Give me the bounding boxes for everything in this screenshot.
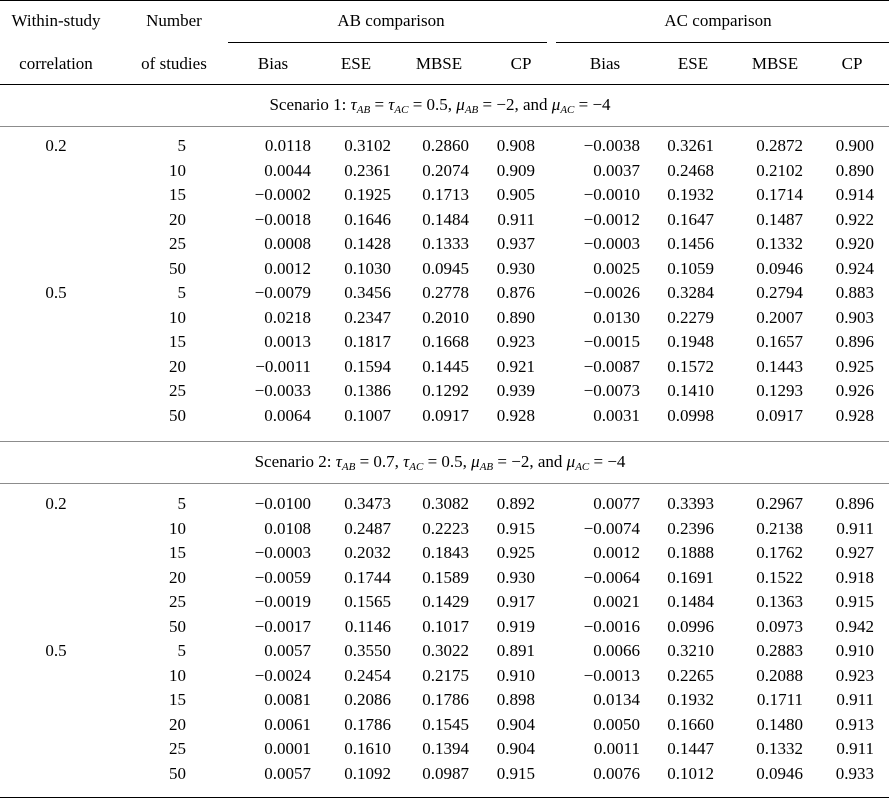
value-cell: 0.2175 [422,665,469,685]
value-cell: 0.1059 [667,258,714,278]
value-cell: 0.2074 [422,160,469,180]
value-cell: 0.0037 [593,160,640,180]
header-ac-comparison: AC comparison [664,11,772,30]
subheader-ac-mbse: MBSE [751,54,799,73]
value-cell: 0.1487 [756,209,803,229]
value-cell: 0.2454 [344,665,391,685]
studies-cell: 15 [169,543,186,562]
studies-cell: 5 [177,283,186,302]
value-cell: 0.0064 [264,405,311,425]
value-cell: 0.922 [835,209,874,229]
value-cell: 0.900 [835,136,874,155]
value-cell: 0.1012 [667,763,714,783]
header-studies-line2: of studies [141,54,207,73]
value-cell: 0.0012 [264,258,311,278]
value-cell: 0.911 [497,209,535,229]
value-cell: 0.0011 [593,739,640,758]
value-cell: 0.2487 [344,518,391,538]
value-cell: −0.0011 [255,356,311,376]
value-cell: 0.908 [496,136,535,155]
studies-cell: 15 [169,690,186,709]
value-cell: 0.0031 [593,405,640,425]
value-cell: 0.3550 [344,641,391,660]
value-cell: −0.0002 [254,185,311,204]
value-cell: 0.939 [496,381,535,400]
header-ab-comparison: AB comparison [337,11,445,30]
studies-cell: 10 [169,160,186,180]
value-cell: 0.2872 [756,136,803,155]
value-cell: 0.928 [835,405,874,425]
value-cell: 0.0973 [756,616,803,636]
value-cell: −0.0064 [583,567,640,587]
value-cell: −0.0010 [583,185,640,204]
value-cell: 0.0081 [264,690,311,709]
studies-cell: 15 [169,185,186,204]
value-cell: 0.910 [835,641,874,660]
correlation-label: 0.2 [45,136,67,155]
value-cell: −0.0019 [254,592,311,611]
value-cell: 0.1484 [422,209,469,229]
value-cell: 0.0076 [593,763,640,783]
correlation-label: 0.5 [45,641,67,660]
value-cell: 0.3082 [422,494,469,513]
studies-cell: 5 [177,136,186,155]
value-cell: 0.2223 [422,518,469,538]
value-cell: 0.1410 [667,381,714,400]
value-cell: 0.2010 [422,307,469,327]
value-cell: 0.911 [836,739,874,758]
value-cell: 0.896 [835,332,874,351]
value-cell: 0.925 [835,356,874,376]
value-cell: 0.1948 [667,332,714,351]
value-cell: −0.0017 [254,616,311,636]
value-cell: −0.0024 [254,665,311,685]
value-cell: 0.1092 [344,763,391,783]
value-cell: 0.927 [835,543,874,562]
value-cell: −0.0073 [583,381,640,400]
subheader-ab-ese: ESE [340,54,372,73]
studies-cell: 20 [169,567,186,587]
subheader-ab-mbse: MBSE [415,54,463,73]
studies-cell: 25 [169,381,186,400]
value-cell: 0.1610 [344,739,391,758]
scenario2-title-rule [0,483,889,484]
value-cell: 0.2967 [756,494,803,513]
studies-cell: 10 [169,665,186,685]
value-cell: 0.1660 [667,714,714,734]
value-cell: 0.2778 [422,283,469,302]
value-cell: 0.1445 [422,356,469,376]
value-cell: 0.1292 [422,381,469,400]
value-cell: 0.1925 [344,185,391,204]
value-cell: 0.3102 [344,136,391,155]
value-cell: 0.2347 [344,307,391,327]
value-cell: 0.1480 [756,714,803,734]
studies-cell: 25 [169,592,186,611]
value-cell: 0.903 [835,307,874,327]
studies-cell: 5 [177,641,186,660]
value-cell: −0.0059 [254,567,311,587]
value-cell: −0.0026 [583,283,640,302]
correlation-label: 0.2 [45,494,67,513]
value-cell: 0.1843 [422,543,469,562]
value-cell: 0.3393 [667,494,714,513]
value-cell: 0.921 [496,356,535,376]
value-cell: −0.0003 [583,234,640,253]
value-cell: 0.896 [835,494,874,513]
value-cell: 0.1394 [422,739,469,758]
value-cell: 0.915 [496,518,535,538]
value-cell: 0.1363 [756,592,803,611]
value-cell: 0.1594 [344,356,391,376]
value-cell: 0.0946 [756,763,803,783]
value-cell: 0.2086 [344,690,391,709]
value-cell: 0.0130 [593,307,640,327]
ab-group-rule [228,42,547,43]
studies-cell: 50 [169,405,186,425]
studies-cell: 25 [169,739,186,758]
value-cell: 0.1386 [344,381,391,400]
value-cell: 0.2794 [756,283,803,302]
value-cell: 0.0013 [264,332,311,351]
value-cell: 0.915 [496,763,535,783]
value-cell: 0.2138 [756,518,803,538]
value-cell: 0.1428 [344,234,391,253]
studies-cell: 20 [169,356,186,376]
value-cell: 0.1293 [756,381,803,400]
value-cell: 0.2265 [667,665,714,685]
value-cell: 0.1668 [422,332,469,351]
value-cell: 0.1007 [344,405,391,425]
studies-cell: 20 [169,714,186,734]
value-cell: 0.1888 [667,543,714,562]
header-correlation-line1: Within-study [11,11,101,30]
value-cell: 0.1146 [344,616,391,636]
value-cell: 0.1711 [756,690,803,709]
value-cell: 0.926 [835,381,874,400]
value-cell: 0.2468 [667,160,714,180]
value-cell: 0.0012 [593,543,640,562]
scenario2-top-rule [0,441,889,442]
value-cell: 0.1332 [756,739,803,758]
value-cell: 0.1333 [422,234,469,253]
studies-cell: 50 [169,616,186,636]
value-cell: 0.1589 [422,567,469,587]
studies-cell: 50 [169,763,186,783]
value-cell: 0.1932 [667,185,714,204]
value-cell: 0.0945 [422,258,469,278]
value-cell: 0.915 [835,592,874,611]
value-cell: 0.2032 [344,543,391,562]
value-cell: −0.0033 [254,381,311,400]
value-cell: 0.917 [496,592,535,611]
scenario1-title [269,95,610,120]
value-cell: 0.0917 [756,405,803,425]
value-cell: 0.0987 [422,763,469,783]
value-cell: 0.0057 [264,763,311,783]
value-cell: 0.890 [835,160,874,180]
value-cell: 0.1744 [344,567,391,587]
value-cell: 0.1786 [422,690,469,709]
value-cell: 0.2088 [756,665,803,685]
value-cell: 0.1762 [756,543,803,562]
value-cell: 0.0066 [593,641,640,660]
correlation-label: 0.5 [45,283,67,302]
value-cell: 0.3210 [667,641,714,660]
value-cell: 0.914 [835,185,874,204]
value-cell: 0.923 [496,332,535,351]
value-cell: 0.1030 [344,258,391,278]
studies-cell: 5 [177,494,186,513]
value-cell: 0.2883 [756,641,803,660]
value-cell: 0.1714 [756,185,803,204]
value-cell: 0.1429 [422,592,469,611]
value-cell: −0.0079 [254,283,311,302]
value-cell: 0.913 [835,714,874,734]
header-studies-line1: Number [146,11,202,30]
ac-group-rule [556,42,889,43]
subheader-ab-bias: Bias [257,54,289,73]
subheader-ac-bias: Bias [589,54,621,73]
value-cell: 0.0077 [593,494,640,513]
value-cell: 0.0021 [593,592,640,611]
value-cell: 0.0044 [264,160,311,180]
value-cell: −0.0013 [583,665,640,685]
bottom-rule [0,797,889,798]
value-cell: 0.911 [836,518,874,538]
value-cell: 0.890 [496,307,535,327]
scenario2-title [255,452,626,477]
value-cell: 0.0061 [264,714,311,734]
value-cell: −0.0015 [583,332,640,351]
value-cell: 0.2102 [756,160,803,180]
value-cell: 0.3261 [667,136,714,155]
value-cell: 0.3284 [667,283,714,302]
value-cell: 0.883 [835,283,874,302]
value-cell: 0.920 [835,234,874,253]
value-cell: −0.0038 [583,136,640,155]
value-cell: 0.2361 [344,160,391,180]
value-cell: 0.1484 [667,592,714,611]
value-cell: 0.1932 [667,690,714,709]
subheader-ac-ese: ESE [677,54,709,73]
value-cell: 0.1786 [344,714,391,734]
top-rule [0,0,889,1]
value-cell: 0.904 [496,739,535,758]
value-cell: 0.904 [496,714,535,734]
studies-cell: 25 [169,234,186,253]
value-cell: 0.905 [496,185,535,204]
value-cell: 0.1646 [344,209,391,229]
value-cell: 0.3456 [344,283,391,302]
value-cell: 0.933 [835,763,874,783]
value-cell: 0.0946 [756,258,803,278]
value-cell: 0.876 [496,283,535,302]
scenario2-prefix: Scenario 2: [254,452,336,471]
value-cell: 0.2007 [756,307,803,327]
subheader-ab-cp: CP [510,54,532,73]
value-cell: −0.0100 [254,494,311,513]
value-cell: 0.1545 [422,714,469,734]
value-cell: −0.0074 [583,518,640,538]
subheader-ac-cp: CP [841,54,863,73]
value-cell: 0.919 [496,616,535,636]
value-cell: 0.891 [496,641,535,660]
value-cell: 0.3473 [344,494,391,513]
studies-cell: 15 [169,332,186,351]
value-cell: 0.1443 [756,356,803,376]
value-cell: 0.937 [496,234,535,253]
value-cell: 0.0001 [264,739,311,758]
value-cell: 0.0118 [264,136,311,155]
value-cell: 0.0025 [593,258,640,278]
scenario2-params: $\tau_{AB} = 0.7$, $\tau_{AC} = 0.5$, $\mu_{AB} = -2$, and $\mu_{AC} = -4$ [335,452,626,473]
value-cell: 0.0050 [593,714,640,734]
value-cell: 0.0108 [264,518,311,538]
value-cell: 0.0218 [264,307,311,327]
value-cell: 0.0057 [264,641,311,660]
value-cell: 0.1565 [344,592,391,611]
studies-cell: 50 [169,258,186,278]
studies-cell: 20 [169,209,186,229]
value-cell: 0.2396 [667,518,714,538]
value-cell: 0.910 [496,665,535,685]
scenario1-title-rule [0,126,889,127]
studies-cell: 10 [169,307,186,327]
value-cell: 0.1456 [667,234,714,253]
value-cell: 0.1691 [667,567,714,587]
value-cell: 0.928 [496,405,535,425]
header-correlation-line2: correlation [19,54,93,73]
value-cell: −0.0087 [583,356,640,376]
value-cell: 0.930 [496,567,535,587]
value-cell: 0.2279 [667,307,714,327]
value-cell: 0.923 [835,665,874,685]
studies-cell: 10 [169,518,186,538]
value-cell: 0.909 [496,160,535,180]
value-cell: 0.925 [496,543,535,562]
value-cell: 0.1657 [756,332,803,351]
value-cell: −0.0016 [583,616,640,636]
value-cell: 0.0996 [667,616,714,636]
value-cell: 0.892 [496,494,535,513]
value-cell: 0.0917 [422,405,469,425]
value-cell: 0.1017 [422,616,469,636]
value-cell: 0.930 [496,258,535,278]
value-cell: 0.1447 [667,739,714,758]
value-cell: 0.1572 [667,356,714,376]
scenario1-params: $\tau_{AB} = \tau_{AC} = 0.5$, $\mu_{AB} = -2$, and $\mu_{AC} = -4$ [350,95,611,116]
value-cell: 0.1647 [667,209,714,229]
value-cell: −0.0003 [254,543,311,562]
value-cell: 0.0998 [667,405,714,425]
value-cell: −0.0018 [254,209,311,229]
value-cell: 0.911 [836,690,874,709]
value-cell: 0.1522 [756,567,803,587]
scenario1-prefix: Scenario 1: [269,95,351,114]
header-bottom-rule [0,84,889,85]
value-cell: 0.1713 [422,185,469,204]
value-cell: 0.3022 [422,641,469,660]
value-cell: 0.918 [835,567,874,587]
value-cell: 0.1817 [344,332,391,351]
value-cell: 0.942 [835,616,874,636]
value-cell: 0.924 [835,258,874,278]
value-cell: 0.1332 [756,234,803,253]
value-cell: 0.2860 [422,136,469,155]
value-cell: 0.0134 [593,690,640,709]
value-cell: −0.0012 [583,209,640,229]
value-cell: 0.0008 [264,234,311,253]
value-cell: 0.898 [496,690,535,709]
